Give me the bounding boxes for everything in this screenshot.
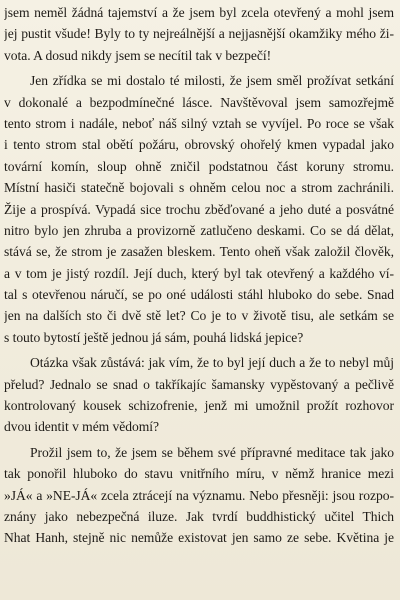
text-line: tovární komín, sloup ohně zničil podstatnou část koruny stromu. — [4, 158, 394, 174]
text-line: »JÁ« a »NE-JÁ« zcela ztrácejí na významu. Nebo přesněji: jsou rozpo- — [4, 487, 394, 503]
text-line: Žije a prospívá. Vypadá sice trochu zběďované a jeho duté a posvátné — [4, 201, 394, 217]
text-line: znány jako nebezpečná iluze. Jak tvrdí buddhistický učitel Thich — [4, 508, 394, 524]
text-line: a v tom je jistý rozdíl. Její duch, který byl tak otevřený a každého ví- — [4, 265, 394, 281]
text-line: tak ponořil hluboko do stavu vnitřního míru, v němž hranice mezi — [4, 466, 394, 482]
body-text — [4, 2, 394, 549]
text-line: Místní hasiči statečně bojovali s ohněm celou noc a strom zachránili. — [4, 180, 394, 196]
text-line: dvou identit v mém vědomí? — [4, 419, 160, 435]
text-line: jsem neměl žádná tajemství a že jsem byl zcela otevřený a mohl jsem — [4, 5, 394, 20]
text-line: s touto bytostí ještě jednou já sám, pouhá lidská jepice? — [4, 329, 304, 345]
text-line: Jen zřídka se mi dostalo té milosti, že jsem směl prožívat setkání — [30, 73, 394, 89]
text-line: Otázka však zůstává: jak vím, že to byl její duch a že to nebyl můj — [30, 355, 394, 371]
text-line: tento strom i nadále, neboť náš silný vztah se vyvíjel. Po roce se však — [4, 115, 394, 131]
text-line: jen na dalších sto či dvě stě let? Co je to v životě tisu, ale setkám se — [4, 308, 394, 324]
text-line: nitro bylo jen zhruba a provizorně zatlučeno deskami. Co se dá dělat, — [4, 222, 394, 238]
text-line: v dokonalé a bezpodmínečné lásce. Navštěvoval jsem samozřejmě — [4, 94, 394, 110]
text-line: kontrolovaný kousek schizofrenie, jenž mi umožnil prožít rozhovor — [4, 398, 394, 414]
text-line: i tento strom stal obětí požáru, obrovský ohořelý kmen vypadal jako — [4, 137, 394, 153]
text-line: tal s otevřenou náručí, se po oné události stáhl hluboko do sebe. Snad — [4, 287, 394, 303]
text-line: Nhat Hanh, stejně nic nemůže existovat jen samo ze sebe. Květina je — [4, 530, 394, 546]
text-line: přelud? Jednalo se snad o takříkajíc šamansky vypěstovaný a pečlivě — [4, 376, 394, 392]
text-line: Prožil jsem to, že jsem se během své přípravné meditace tak jako — [30, 444, 394, 460]
text-line: vota. A dosud nikdy jsem se necítil tak v bezpečí! — [4, 47, 272, 63]
text-line: jej pustit všude! Byly to ty nejreálnější a nejjasnější okamžiky mého ži- — [4, 26, 394, 42]
text-line: stává se, že strom je zasažen bleskem. Tento oheň však založil člověk, — [4, 244, 394, 260]
